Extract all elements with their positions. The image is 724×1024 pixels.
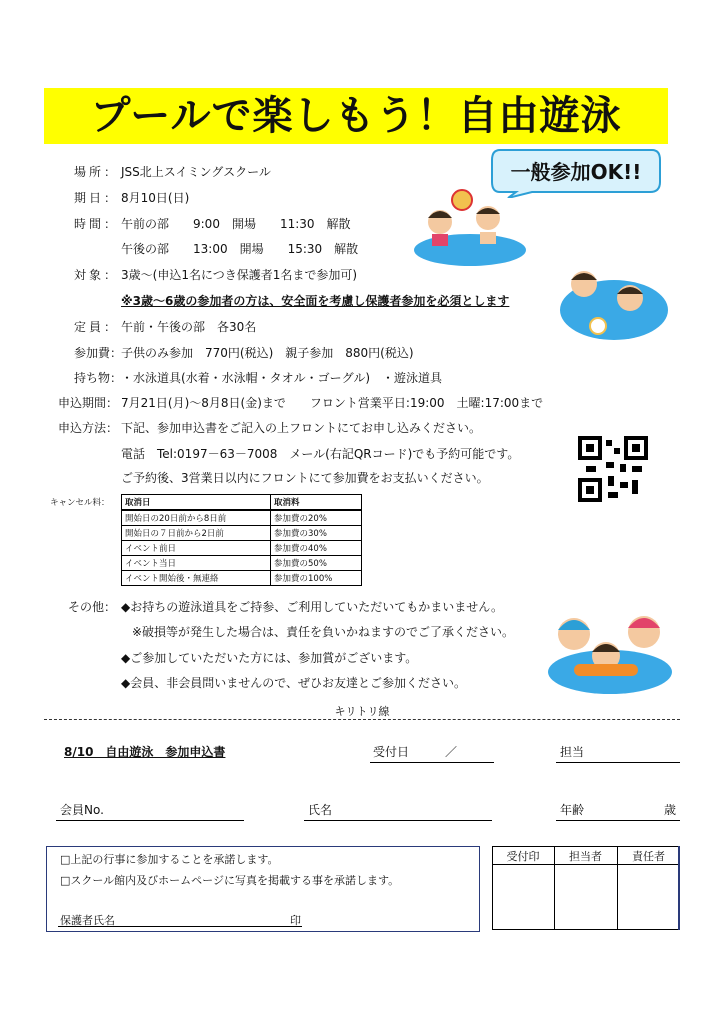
family-swimming-illustration [544, 604, 674, 696]
stamp-header-manager: 責任者 [632, 850, 665, 863]
qr-code-image [578, 436, 648, 502]
staff-field[interactable] [556, 762, 680, 763]
info-label-target: 対象： [74, 268, 116, 282]
table-row [122, 571, 362, 586]
other-label: その他： [68, 600, 117, 614]
info-label-method: 申込方法： [58, 421, 119, 435]
staff-label: 担当 [560, 745, 585, 759]
cancel-cell-fee: 参加費の100% [271, 571, 362, 586]
info-label-capacity: 定員： [74, 320, 116, 334]
age-unit: 歳 [664, 803, 677, 817]
info-label-place: 場所： [74, 165, 116, 179]
info-value-capacity: 午前・午後の部 各30名 [121, 320, 257, 334]
cancel-cell-date: イベント前日 [122, 541, 271, 556]
page-title: プールで楽しもう！自由遊泳 [90, 93, 622, 139]
info-value-method: 下記、参加申込書をご記入の上フロントにてお申し込みください。 [121, 421, 482, 435]
info-value-payment: ご予約後、3営業日以内にフロントにて参加費をお支払いください。 [121, 471, 489, 485]
name-field[interactable] [304, 820, 492, 821]
info-value-target: 3歳～(申込1名につき保護者1名まで参加可) [121, 268, 358, 282]
guardian-name-field[interactable] [58, 926, 302, 927]
stamp-right-edge [678, 846, 680, 930]
seal-mark: 印 [290, 914, 301, 927]
cut-line-label: キリトリ線 [334, 705, 390, 718]
info-value-contact: 電話 Tel:0197－63－7008 メール(右記QRコード)でも予約可能です。 [121, 447, 520, 461]
other-line: ◆お持ちの遊泳道具をご持参、ご利用していただいてもかまいません。 [121, 600, 503, 614]
info-label-fee: 参加費： [74, 346, 123, 360]
cancel-cell-date: 開始日の20日前から8日前 [122, 510, 271, 526]
member-no-field[interactable] [56, 820, 244, 821]
cancel-cell-date: 開始日の７日前から2日前 [122, 526, 271, 541]
receipt-date-label: 受付日 ／ [373, 745, 458, 759]
info-value-morning: 午前の部 9:00 開場 11:30 解散 [121, 217, 351, 231]
other-line: ◆ご参加していただいた方には、参加賞がございます。 [121, 651, 418, 665]
name-label: 氏名 [308, 803, 333, 817]
cancel-cell-fee: 参加費の50% [271, 556, 362, 571]
info-value-period: 7月21日(月)～8月8日(金)まで フロント営業平日:19:00 土曜:17:00まで [121, 396, 544, 410]
cancel-header-date: 取消日 [122, 495, 271, 511]
cancel-header-fee: 取消料 [271, 495, 362, 511]
info-value-place: JSS北上スイミングスクール [121, 165, 271, 179]
cancel-cell-date: イベント開始後・無連絡 [122, 571, 271, 586]
table-row [122, 510, 362, 526]
cancel-cell-fee: 参加費の20% [271, 510, 362, 526]
table-row [122, 556, 362, 571]
info-value-afternoon: 午後の部 13:00 開場 15:30 解散 [121, 242, 359, 256]
stamp-header-divider [492, 864, 680, 865]
info-value-safety-note: ※3歳～6歳の参加者の方は、安全面を考慮し保護者参加を必須とします [121, 294, 510, 308]
cancel-cell-date: イベント当日 [122, 556, 271, 571]
form-title: 8/10 自由遊泳 参加申込書 [64, 745, 226, 759]
receipt-date-field[interactable] [370, 762, 494, 763]
cancel-cell-fee: 参加費の30% [271, 526, 362, 541]
other-line: ※破損等が発生した場合は、責任を負いかねますのでご了承ください。 [132, 625, 515, 639]
kids-swimming-illustration [408, 186, 528, 268]
cancel-label: キャンセル料： [50, 498, 110, 508]
cut-line [44, 719, 680, 720]
guardian-name-label: 保護者氏名 [60, 914, 115, 927]
consent-participation-checkbox[interactable]: □上記の行事に参加することを承諾します。 [60, 853, 279, 866]
table-row [122, 526, 362, 541]
info-value-fee: 子供のみ参加 770円(税込) 親子参加 880円(税込) [121, 346, 414, 360]
info-label-period: 申込期間： [58, 396, 119, 410]
table-row [122, 541, 362, 556]
stamp-header-receipt: 受付印 [506, 850, 540, 863]
info-label-items: 持ち物： [74, 371, 123, 385]
info-label-time: 時間： [74, 217, 116, 231]
age-label: 年齢 [560, 803, 585, 817]
cancel-cell-fee: 参加費の40% [271, 541, 362, 556]
member-no-label: 会員No. [60, 803, 104, 817]
cancel-fee-table [121, 494, 362, 586]
info-value-date: 8月10日(日) [121, 191, 190, 205]
info-value-items: ・水泳道具(水着・水泳帽・タオル・ゴーグル) ・遊泳道具 [121, 371, 443, 385]
stamp-header-staff: 担当者 [569, 850, 602, 863]
consent-photo-checkbox[interactable]: □スクール館内及びホームページに写真を掲載する事を承諾します。 [60, 874, 400, 887]
info-label-date: 期日： [74, 191, 116, 205]
kids-floating-illustration [558, 262, 670, 342]
general-ok-badge: 一般参加OK!! [510, 160, 642, 184]
other-line: ◆会員、非会員問いませんので、ぜひお友達とご参加ください。 [121, 676, 466, 690]
age-field[interactable] [556, 820, 680, 821]
